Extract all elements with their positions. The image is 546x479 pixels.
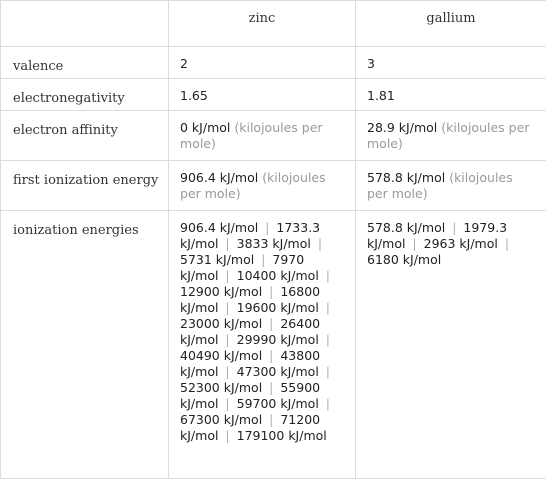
separator: | [323, 332, 333, 347]
separator: | [266, 380, 276, 395]
table-row-electron-affinity [1, 111, 546, 161]
separator: | [222, 268, 232, 283]
separator: | [222, 364, 232, 379]
ionization-energy-value: 1733.3 kJ/mol [180, 220, 320, 251]
ionization-energy-value: 179100 kJ/mol [237, 428, 327, 443]
row-label-ionization-energies: ionization energies [1, 211, 169, 479]
cell-zinc-valence: 2 [169, 47, 356, 79]
row-label-electron-affinity: electron affinity [1, 111, 169, 161]
column-header-zinc: zinc [169, 1, 356, 47]
value-text: 578.8 kJ/mol [367, 170, 445, 185]
table-row-valence [1, 47, 546, 79]
gallium-ionization-list [367, 220, 536, 268]
separator: | [266, 348, 276, 363]
cell-gallium-ionization-energies [356, 211, 546, 479]
ionization-energy-value: 47300 kJ/mol [237, 364, 319, 379]
cell-zinc-ionization-energies [169, 211, 356, 479]
ionization-energy-value: 3833 kJ/mol [237, 236, 311, 251]
separator: | [323, 268, 333, 283]
separator: | [266, 316, 276, 331]
ionization-energy-value: 6180 kJ/mol [367, 252, 441, 267]
ionization-energy-value: 2963 kJ/mol [424, 236, 498, 251]
cell-gallium-valence: 3 [356, 47, 546, 79]
ionization-energy-value: 23000 kJ/mol [180, 316, 262, 331]
ionization-energy-value: 10400 kJ/mol [237, 268, 319, 283]
separator: | [222, 396, 232, 411]
ionization-energy-value: 55900 kJ/mol [180, 380, 320, 411]
ionization-energy-value: 12900 kJ/mol [180, 284, 262, 299]
unit-note: (kilojoules per mole) [367, 170, 513, 201]
ionization-energy-value: 19600 kJ/mol [237, 300, 319, 315]
ionization-energy-value: 52300 kJ/mol [180, 380, 262, 395]
row-label-valence: valence [1, 47, 169, 79]
zinc-ionization-list [180, 220, 345, 444]
value-text: 906.4 kJ/mol [180, 170, 258, 185]
header-empty-cell [1, 1, 169, 47]
table-row-first-ionization-energy [1, 161, 546, 211]
table-row-ionization-energies [1, 211, 546, 479]
separator: | [409, 236, 419, 251]
ionization-energy-value: 43800 kJ/mol [180, 348, 320, 379]
separator: | [258, 252, 268, 267]
cell-zinc-first-ionization-energy [169, 161, 356, 211]
ionization-energy-value: 578.8 kJ/mol [367, 220, 445, 235]
cell-gallium-electronegativity: 1.81 [356, 79, 546, 111]
ionization-energy-value: 40490 kJ/mol [180, 348, 262, 363]
separator: | [323, 364, 333, 379]
unit-note: (kilojoules per mole) [180, 170, 326, 201]
ionization-energy-value: 1979.3 kJ/mol [367, 220, 507, 251]
separator: | [266, 412, 276, 427]
separator: | [323, 396, 333, 411]
header-row [1, 1, 546, 47]
unit-note: (kilojoules per mole) [180, 120, 323, 151]
separator: | [222, 300, 232, 315]
ionization-energy-value: 16800 kJ/mol [180, 284, 320, 315]
ionization-energy-value: 29990 kJ/mol [237, 332, 319, 347]
ionization-energy-value: 59700 kJ/mol [237, 396, 319, 411]
separator: | [262, 220, 272, 235]
column-header-gallium: gallium [356, 1, 546, 47]
ionization-energy-value: 7970 kJ/mol [180, 252, 304, 283]
value-text: 0 kJ/mol [180, 120, 230, 135]
separator: | [222, 236, 232, 251]
separator: | [315, 236, 325, 251]
ionization-energy-value: 67300 kJ/mol [180, 412, 262, 427]
row-label-electronegativity: electronegativity [1, 79, 169, 111]
separator: | [266, 284, 276, 299]
cell-zinc-electronegativity: 1.65 [169, 79, 356, 111]
cell-zinc-electron-affinity [169, 111, 356, 161]
separator: | [502, 236, 512, 251]
row-label-first-ionization-energy: first ionization energy [1, 161, 169, 211]
ionization-energy-value: 906.4 kJ/mol [180, 220, 258, 235]
ionization-energy-value: 26400 kJ/mol [180, 316, 320, 347]
separator: | [323, 300, 333, 315]
ionization-energy-value: 5731 kJ/mol [180, 252, 254, 267]
separator: | [222, 332, 232, 347]
separator: | [222, 428, 232, 443]
cell-gallium-electron-affinity [356, 111, 546, 161]
value-text: 28.9 kJ/mol [367, 120, 437, 135]
table-row-electronegativity [1, 79, 546, 111]
unit-note: (kilojoules per mole) [367, 120, 529, 151]
ionization-energy-value: 71200 kJ/mol [180, 412, 320, 443]
cell-gallium-first-ionization-energy [356, 161, 546, 211]
separator: | [449, 220, 459, 235]
